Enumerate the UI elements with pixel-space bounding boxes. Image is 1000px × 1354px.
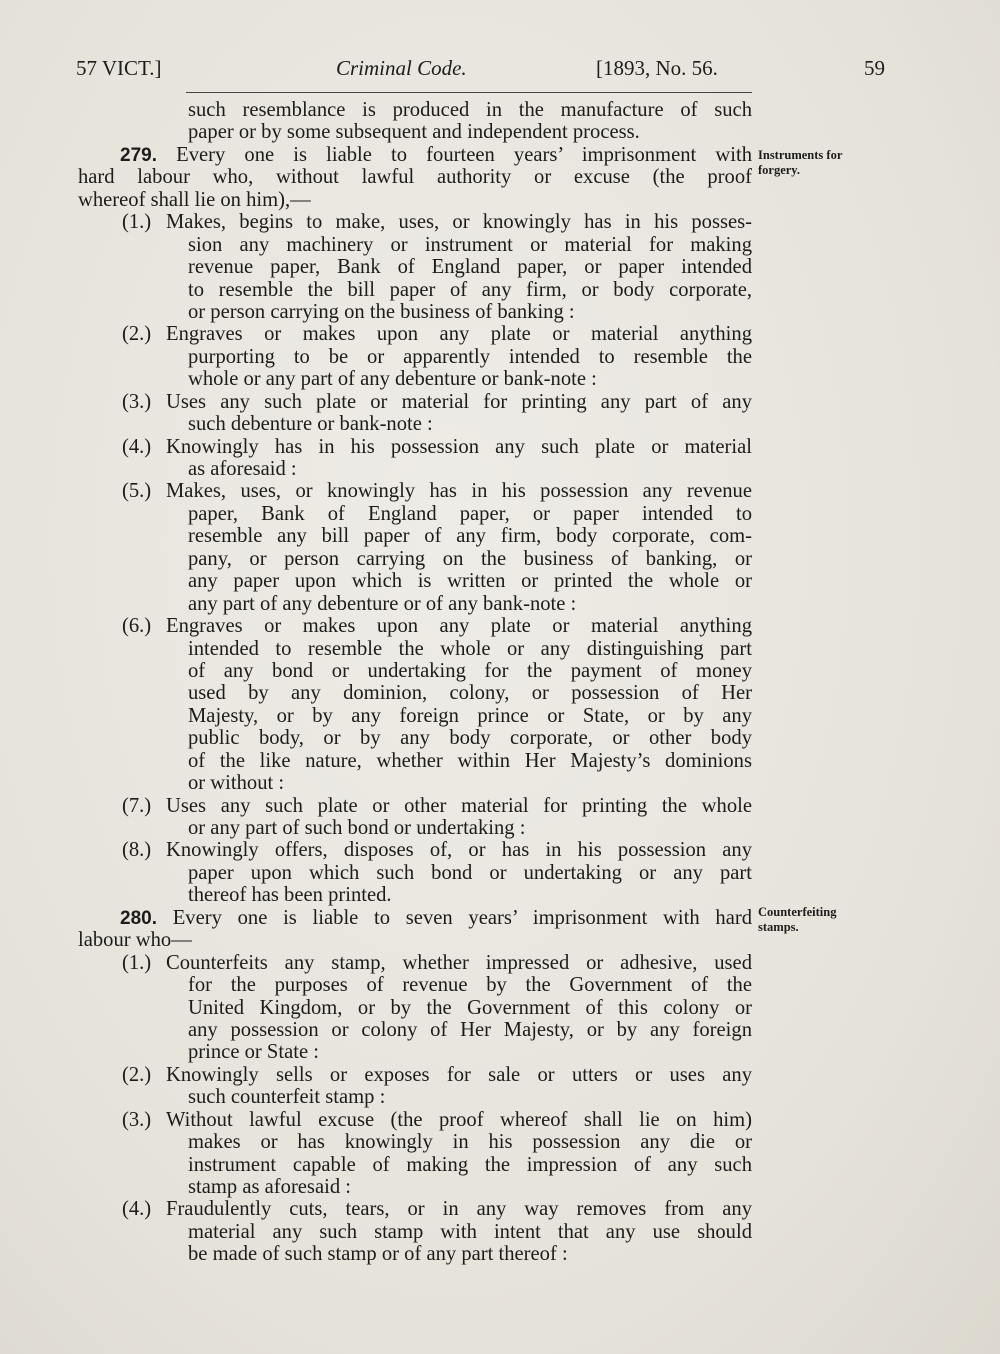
line-text: Fraudulently cuts, tears, or in any way removes from any — [166, 1198, 752, 1221]
line-text: such resemblance is produced in the manufacture of such — [188, 99, 752, 121]
running-header-title: Criminal Code. — [336, 56, 467, 80]
text-line — [78, 323, 752, 345]
line-text: or without : — [188, 772, 285, 795]
line-text: to resemble the bill paper of any firm, or body corporate, — [188, 278, 752, 301]
line-text: labour who— — [78, 929, 192, 952]
text-line — [78, 1154, 752, 1176]
text-line — [78, 862, 752, 884]
text-line — [78, 593, 752, 615]
paragraph-number: (6.) — [122, 615, 152, 638]
text-line — [78, 1176, 752, 1198]
line-text: Counterfeits any stamp, whether impressed or adhesive, used — [166, 951, 752, 974]
text-line — [78, 279, 752, 301]
text-line — [78, 301, 752, 323]
text-line — [78, 615, 752, 637]
text-line — [78, 817, 752, 839]
line-text: as aforesaid : — [188, 458, 297, 480]
paragraph-number: (3.) — [122, 1108, 152, 1131]
line-text: paper upon which such bond or undertaking or any part — [188, 861, 752, 884]
line-text: Uses any such plate or other material for printing the whole — [166, 794, 752, 817]
running-header-right: [1893, No. 56. — [596, 56, 718, 80]
line-text: of any bond or undertaking for the payment of money — [188, 659, 752, 682]
line-text: paper, Bank of England paper, or paper intended to — [188, 502, 752, 525]
paragraph-number: (2.) — [122, 323, 152, 346]
text-line — [78, 1086, 752, 1108]
line-text: Engraves or makes upon any plate or material anything — [166, 323, 752, 346]
line-text: prince or State : — [188, 1041, 319, 1064]
text-line — [78, 1198, 752, 1220]
line-text: whereof shall lie on him),— — [78, 188, 311, 211]
line-text: any paper upon which is written or printed the whole or — [188, 570, 752, 593]
text-line — [78, 929, 752, 951]
line-text: Makes, begins to make, uses, or knowingly has in his posses- — [166, 211, 752, 234]
line-text: whole or any part of any debenture or bank-note : — [188, 368, 597, 391]
text-line — [78, 638, 752, 660]
paragraph-number: (4.) — [122, 1198, 152, 1221]
text-line — [78, 548, 752, 570]
line-text: pany, or person carrying on the business of banking, or — [188, 547, 752, 570]
text-line — [78, 480, 752, 502]
text-line — [78, 1109, 752, 1131]
text-line — [78, 1243, 752, 1265]
line-text: material any such stamp with intent that any use should — [188, 1220, 752, 1243]
line-text: any part of any debenture or of any bank-note : — [188, 592, 577, 615]
line-text: Majesty, or by any foreign prince or State, or by any — [188, 704, 752, 727]
margin-note-line: forgery. — [758, 163, 800, 177]
line-text: United Kingdom, or by the Government of this colony or — [188, 996, 752, 1019]
text-line — [78, 256, 752, 278]
paragraph-number: (7.) — [122, 794, 152, 817]
text-line — [78, 189, 752, 211]
text-line — [78, 682, 752, 704]
line-text: thereof has been printed. — [188, 884, 392, 907]
paragraph-number: (2.) — [122, 1063, 152, 1086]
line-text: Knowingly has in his possession any such plate or material — [166, 435, 752, 458]
text-line — [78, 570, 752, 592]
line-text: Engraves or makes upon any plate or material anything — [166, 615, 752, 638]
line-text: such counterfeit stamp : — [188, 1086, 386, 1109]
text-line — [78, 997, 752, 1019]
text-line — [78, 705, 752, 727]
line-text: or person carrying on the business of banking : — [188, 300, 575, 323]
text-line — [78, 907, 752, 929]
text-line — [78, 839, 752, 861]
section-number: 280. — [120, 907, 157, 929]
text-line — [78, 952, 752, 974]
line-text: Makes, uses, or knowingly has in his possession any revenue — [166, 480, 752, 503]
line-text: be made of such stamp or of any part thereof : — [188, 1243, 568, 1266]
line-text: used by any dominion, colony, or possession of Her — [188, 682, 752, 705]
line-text: sion any machinery or instrument or material for making — [188, 233, 752, 256]
line-text: resemble any bill paper of any firm, body corporate, com- — [188, 525, 752, 548]
text-line — [78, 1041, 752, 1063]
text-line — [78, 413, 752, 435]
text-line — [78, 346, 752, 368]
text-line — [78, 211, 752, 233]
line-text: Knowingly sells or exposes for sale or utters or uses any — [166, 1063, 752, 1086]
line-text: or any part of such bond or undertaking : — [188, 817, 526, 839]
paragraph-number: (5.) — [122, 480, 152, 503]
text-line — [78, 727, 752, 749]
text-line — [78, 368, 752, 390]
text-line — [78, 144, 752, 166]
margin-note-line: Instruments for — [758, 148, 843, 162]
line-text: of the like nature, whether within Her Majesty’s dominions — [188, 749, 752, 772]
text-line — [78, 436, 752, 458]
paragraph-number: (1.) — [122, 211, 152, 234]
text-line — [78, 660, 752, 682]
text-line — [78, 974, 752, 996]
text-line — [78, 795, 752, 817]
line-text: paper or by some subsequent and independent process. — [188, 121, 640, 144]
line-text: such debenture or bank-note : — [188, 413, 433, 436]
line-text: for the purposes of revenue by the Government of the — [188, 974, 752, 997]
line-text: Every one is liable to seven years’ imprisonment with hard — [156, 906, 752, 929]
text-line — [78, 234, 752, 256]
text-line — [78, 99, 752, 121]
line-text: public body, or by any body corporate, or other body — [188, 727, 752, 750]
text-line — [78, 121, 752, 143]
text-line — [78, 458, 752, 480]
running-header-left: 57 VICT.] — [76, 56, 162, 80]
page-number: 59 — [864, 56, 885, 80]
text-line — [78, 750, 752, 772]
text-line — [78, 166, 752, 188]
text-line — [78, 884, 752, 906]
line-text: revenue paper, Bank of England paper, or paper intended — [188, 256, 752, 279]
line-text: Knowingly offers, disposes of, or has in his possession any — [166, 839, 752, 862]
text-line — [78, 1131, 752, 1153]
paragraph-number: (3.) — [122, 390, 152, 413]
line-text: makes or has knowingly in his possession any die or — [188, 1131, 752, 1154]
line-text: Without lawful excuse (the proof whereof shall lie on him) — [166, 1108, 752, 1131]
header-rule — [186, 92, 752, 93]
margin-note-line: Counterfeiting — [758, 905, 837, 919]
text-line — [78, 503, 752, 525]
margin-note-280 — [758, 905, 836, 935]
paragraph-number: (4.) — [122, 435, 152, 458]
line-text: instrument capable of making the impression of any such — [188, 1153, 752, 1176]
line-text: Every one is liable to fourteen years’ imprisonment with — [156, 143, 752, 166]
section-number: 279. — [120, 144, 157, 166]
text-line — [78, 772, 752, 794]
body-text — [78, 99, 752, 1266]
text-line — [78, 391, 752, 413]
text-line — [78, 1221, 752, 1243]
margin-note-279 — [758, 148, 842, 178]
line-text: Uses any such plate or material for printing any part of any — [166, 390, 752, 413]
text-line — [78, 1019, 752, 1041]
line-text: intended to resemble the whole or any distinguishing part — [188, 637, 752, 660]
line-text: purporting to be or apparently intended to resemble the — [188, 345, 752, 368]
paragraph-number: (1.) — [122, 951, 152, 974]
line-text: hard labour who, without lawful authority or excuse (the proof — [78, 166, 752, 189]
margin-note-line: stamps. — [758, 920, 799, 934]
text-line — [78, 1064, 752, 1086]
text-line — [78, 525, 752, 547]
paragraph-number: (8.) — [122, 839, 152, 862]
line-text: stamp as aforesaid : — [188, 1176, 351, 1198]
line-text: any possession or colony of Her Majesty, or by any foreign — [188, 1018, 752, 1041]
